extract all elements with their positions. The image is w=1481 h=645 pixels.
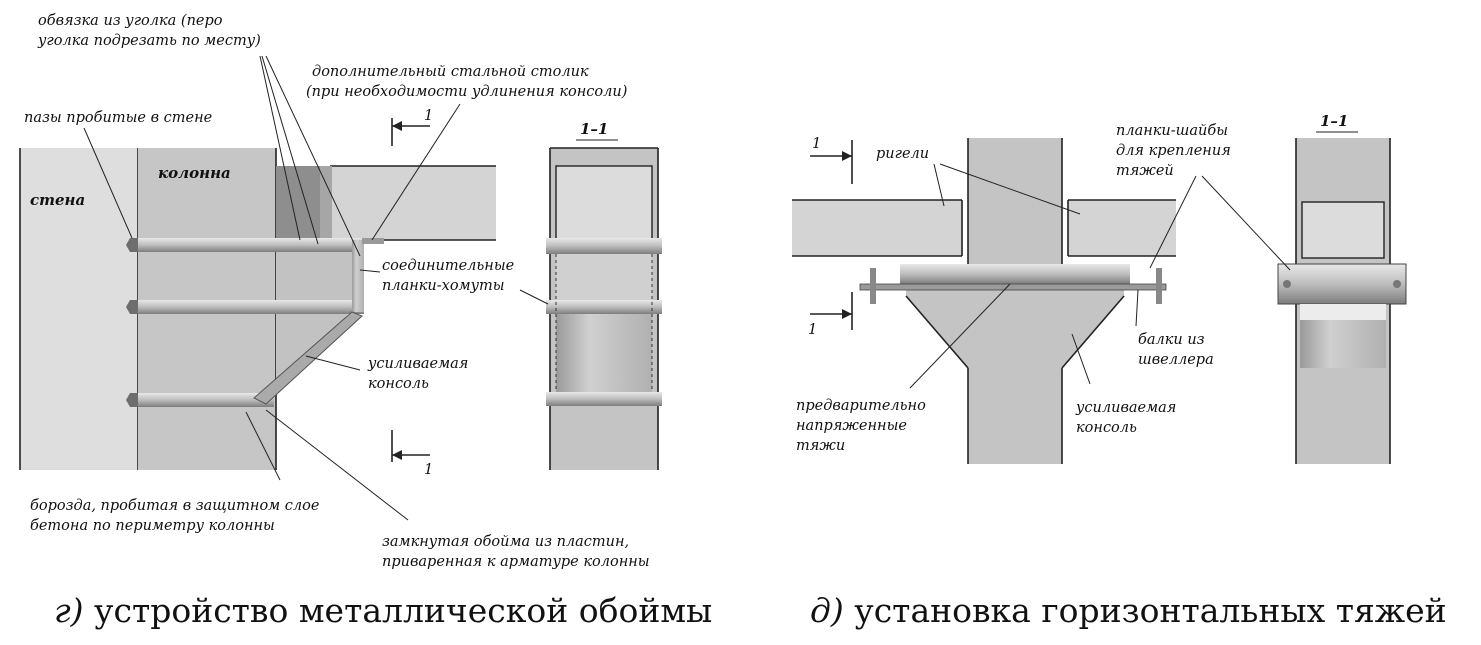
label-clip-2: приваренная к арматуре колонны [382,554,650,570]
label-prestressed-2: напряженные [796,418,907,434]
label-console-1: усиливаемая [368,356,469,372]
label-plates-2: для крепления [1116,143,1231,159]
steel-band-2 [132,300,364,314]
label-prestressed-1: предварительно [796,398,926,414]
label-furrow-2: бетона по периметру колонны [30,518,275,534]
label-clip-1: замкнутая обойма из пластин, [382,534,630,550]
label-extra-table-2: (при необходимости удлинения консоли) [306,84,628,100]
label-extra-table-1: дополнительный стальной столик [312,64,589,80]
label-right-console-1: усиливаемая [1076,400,1177,416]
caption-right: д) установка горизонтальных тяжей [810,591,1447,630]
label-console-2: консоль [368,376,429,392]
label-plates-3: тяжей [1116,163,1174,179]
label-binding-angle-1: обвязка из уголка (перо [38,13,223,29]
label-furrow-1: борозда, пробитая в защитном слое [30,498,320,514]
label-channel-2: швеллера [1138,352,1214,368]
label-prestressed-3: тяжи [796,438,846,454]
label-crossbars: ригели [876,146,930,162]
label-plates-1: планки-шайбы [1116,123,1229,139]
section-1-1-right [1278,138,1406,464]
label-right-section-mark-top: 1 [812,136,822,152]
label-binding-angle-2: уголка подрезать по месту) [38,33,261,49]
label-right-section-mark-bottom: 1 [808,322,818,338]
section-mark-bottom [392,430,430,462]
label-wall: стена [30,191,86,209]
label-section-title-right: 1–1 [1320,112,1349,130]
label-connecting-1: соединительные [382,258,515,274]
label-connecting-2: планки-хомуты [382,278,505,294]
label-right-console-2: консоль [1076,420,1137,436]
label-section-title-left: 1–1 [580,120,609,138]
caption-left: г) устройство металлической обоймы [54,591,713,630]
label-section-mark-bottom: 1 [424,462,434,478]
crossbar-left [792,200,962,256]
label-wall-grooves: пазы пробитые в стене [24,110,213,126]
label-channel-1: балки из [1138,332,1205,348]
tie-rod [860,284,1166,290]
section-1-1-left [546,148,662,470]
label-column: колонна [158,164,231,182]
steel-band-3 [132,393,274,407]
steel-band-1 [132,238,364,252]
label-section-mark-top: 1 [424,108,434,124]
